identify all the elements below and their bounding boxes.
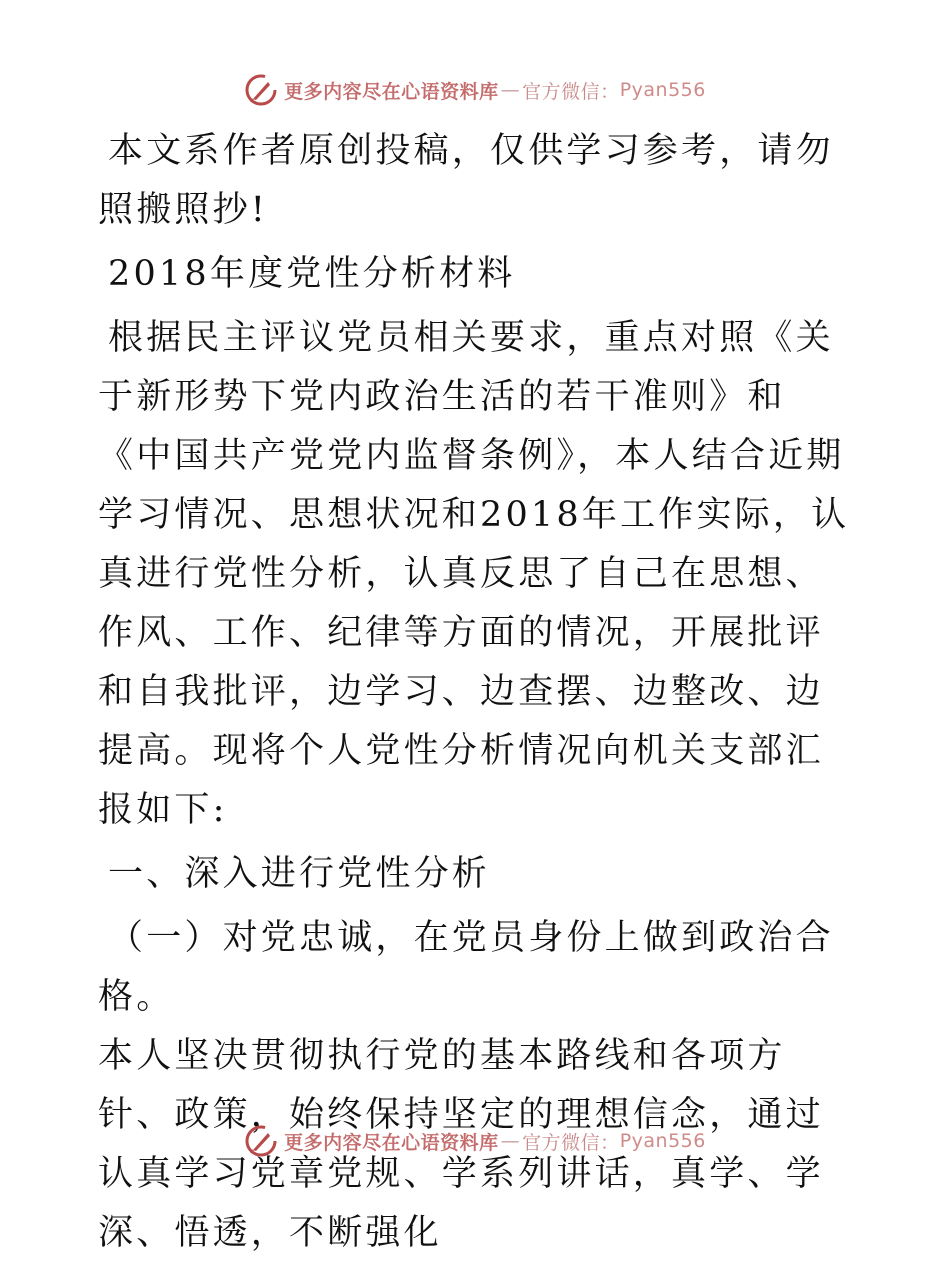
watermark-wechat-label: 官方微信： [522, 1131, 620, 1154]
footer-watermark [0, 1121, 950, 1161]
watermark-site-name: 更多内容尽在心语资料库 [284, 1131, 499, 1154]
header-watermark [0, 70, 950, 110]
watermark-separator: — [500, 79, 521, 101]
watermark-wechat-label: 官方微信： [522, 80, 620, 103]
watermark-wechat-id: Pyan556 [619, 79, 706, 101]
copyright-notice: 本文系作者原创投稿，仅供学习参考，请勿照搬照抄! [98, 131, 834, 230]
document-body [98, 122, 858, 1263]
watermark-site-name: 更多内容尽在心语资料库 [284, 80, 499, 103]
section-heading: 一、深入进行党性分析 [108, 854, 491, 894]
document-title: 2018年度党性分析材料 [108, 254, 516, 294]
watermark-wechat-id: Pyan556 [619, 1130, 706, 1152]
quill-logo-icon [244, 1124, 278, 1158]
subsection-heading: （一）对党忠诚，在党员身份上做到政治合格。 [98, 918, 834, 1017]
quill-logo-icon [244, 73, 278, 107]
subsection-body: 本人坚决贯彻执行党的基本路线和各项方针、政策，始终保持坚定的理想信念，通过认真学习党章党规、学系列讲话，真学、学深、悟透，不断强化 [98, 1036, 824, 1253]
intro-paragraph: 根据民主评议党员相关要求，重点对照《关于新形势下党内政治生活的若干准则》和《中国共产党党内监督条例》，本人结合近期学习情况、思想状况和2018年工作实际，认真进行党性分析，认真反思了自己在思想、作风、工作、纪律等方面的情况，开展批评和自我批评，边学习、边查摆、边整改、边提高。现将个人党性分析情况向机关支部汇报如下: [98, 318, 850, 830]
watermark-separator: — [500, 1130, 521, 1152]
